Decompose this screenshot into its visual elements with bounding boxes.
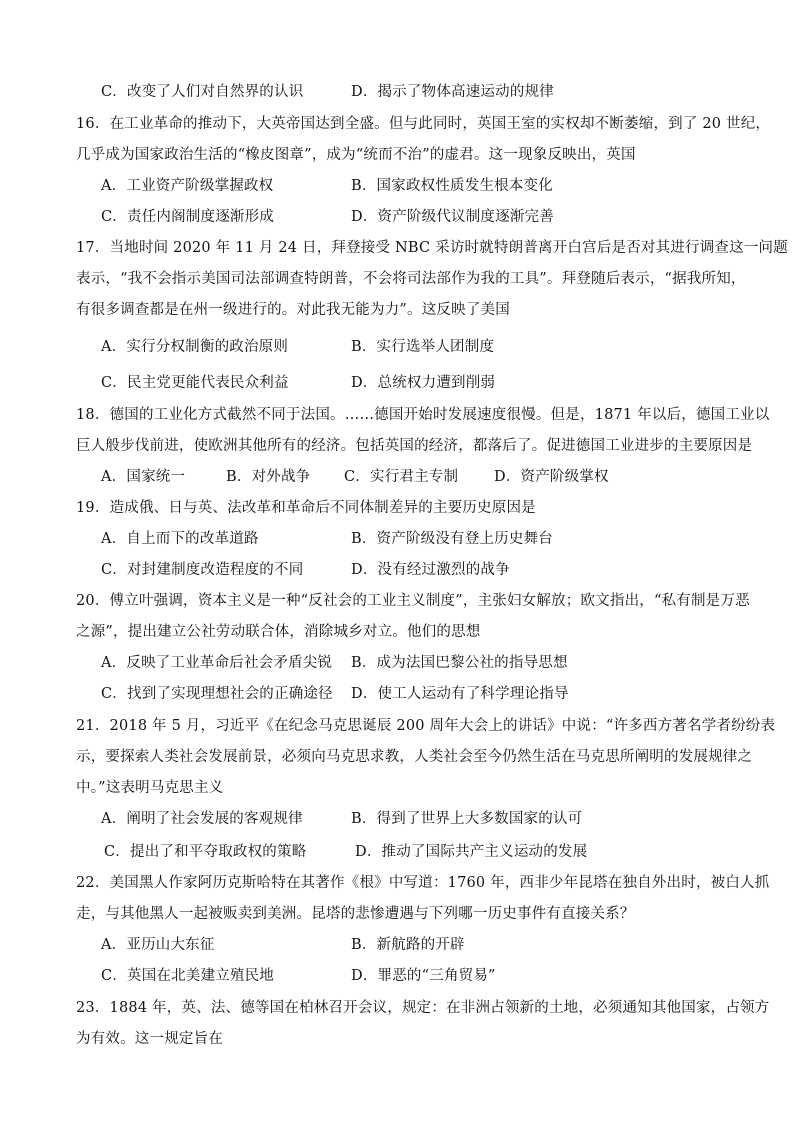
question-stem-line: 表示，“我不会指示美国司法部调查特朗普，不会将司法部作为我的工具”。拜登随后表示，“据我所知， <box>76 271 746 287</box>
option-d: D．总统权力遭到削弱 <box>351 375 496 391</box>
option-d: D．罪恶的“三角贸易” <box>351 968 496 984</box>
question-stem-line: 22．美国黑人作家阿历克斯哈特在其著作《根》中写道：1760 年，西非少年昆塔在独自外出时，被白人抓 <box>76 875 770 891</box>
option-b: B．对外战争 <box>226 469 311 485</box>
question-stem-line: 20．傅立叶强调，资本主义是一种“反社会的工业主义制度”，主张妇女解放；欧文指出，“私有制是万恶 <box>76 593 750 609</box>
option-a: A．阐明了社会发展的客观规律 <box>101 811 303 827</box>
question-stem-line: 走，与其他黑人一起被贩卖到美洲。昆塔的悲惨遭遇与下列哪一历史事件有直接关系？ <box>76 906 635 922</box>
option-b: B．成为法国巴黎公社的指导思想 <box>351 655 568 671</box>
option-d: D．使工人运动有了科学理论指导 <box>351 686 569 702</box>
option-d: D．资产阶级代议制度逐渐完善 <box>351 209 554 225</box>
question-stem-line: 几乎成为国家政治生活的“橡皮图章”，成为“统而不治”的虚君。这一现象反映出，英国 <box>76 147 636 163</box>
option-c: C．找到了实现理想社会的正确途径 <box>101 686 333 702</box>
question-stem-line: 有很多调查都是在州一级进行的。对此我无能为力”。这反映了美国 <box>76 302 510 318</box>
option-c: C．对封建制度改造程度的不同 <box>101 562 304 578</box>
question-stem-line: 23．1884 年，英、法、德等国在柏林召开会议，规定：在非洲占领新的土地，必须通知其他国家，占领方 <box>76 1000 770 1016</box>
option-b: B．实行选举人团制度 <box>351 339 495 355</box>
option-a: A．反映了工业革命后社会矛盾尖锐 <box>101 655 333 671</box>
question-stem-line: 之源”，提出建立公社劳动联合体，消除城乡对立。他们的思想 <box>76 624 481 640</box>
question-stem-line: 21．2018 年 5 月，习近平《在纪念马克思诞辰 200 周年大会上的讲话》中说：“许多西方著名学者纷纷表 <box>76 718 776 734</box>
option-b: B．资产阶级没有登上历史舞台 <box>351 531 553 547</box>
question-stem-line: 16．在工业革命的推动下，大英帝国达到全盛。但与此同时，英国王室的实权却不断萎缩，到了 20 世纪， <box>76 116 771 132</box>
option-b: B．得到了世界上大多数国家的认可 <box>351 811 583 827</box>
option-d: D．揭示了物体高速运动的规律 <box>351 84 554 100</box>
option-a: A．自上而下的改革道路 <box>101 531 259 547</box>
option-c: C．英国在北美建立殖民地 <box>101 968 274 984</box>
option-d: D．推动了国际共产主义运动的发展 <box>355 844 588 860</box>
option-c: C．实行君主专制 <box>344 469 459 485</box>
question-stem-line: 中。”这表明马克思主义 <box>76 780 224 796</box>
question-stem-line: 18．德国的工业化方式截然不同于法国。……德国开始时发展速度很慢。但是，1871 年以后，德国工业以 <box>76 407 770 423</box>
question-stem-line: 17．当地时间 2020 年 11 月 24 日，拜登接受 NBC 采访时就特朗普离开白宫后是否对其进行调查这一问题 <box>76 240 788 256</box>
option-a: A．工业资产阶级掌握政权 <box>101 178 274 194</box>
question-stem-line: 示，要探索人类社会发展前景，必须向马克思求教，人类社会至今仍然生活在马克思所阐明的发展规律之 <box>76 749 753 765</box>
option-a: A．国家统一 <box>101 469 186 485</box>
option-d: D．资产阶级掌权 <box>494 469 609 485</box>
question-stem-line: 19．造成俄、日与英、法改革和革命后不同体制差异的主要历史原因是 <box>76 500 536 516</box>
option-a: A．亚历山大东征 <box>101 937 215 953</box>
question-stem-line: 巨人般步伐前进，使欧洲其他所有的经济。包括英国的经济，都落后了。促进德国工业进步的主要原因是 <box>76 438 753 454</box>
option-c: C．责任内阁制度逐渐形成 <box>101 209 274 225</box>
option-c: C．民主党更能代表民众利益 <box>101 375 289 391</box>
option-a: A．实行分权制衡的政治原则 <box>101 339 289 355</box>
option-b: B．国家政权性质发生根本变化 <box>351 178 553 194</box>
option-c: C．改变了人们对自然界的认识 <box>101 84 304 100</box>
option-b: B．新航路的开辟 <box>351 937 465 953</box>
option-c: C．提出了和平夺取政权的策略 <box>104 844 307 860</box>
option-d: D．没有经过激烈的战争 <box>351 562 510 578</box>
question-stem-line: 为有效。这一规定旨在 <box>76 1031 223 1047</box>
